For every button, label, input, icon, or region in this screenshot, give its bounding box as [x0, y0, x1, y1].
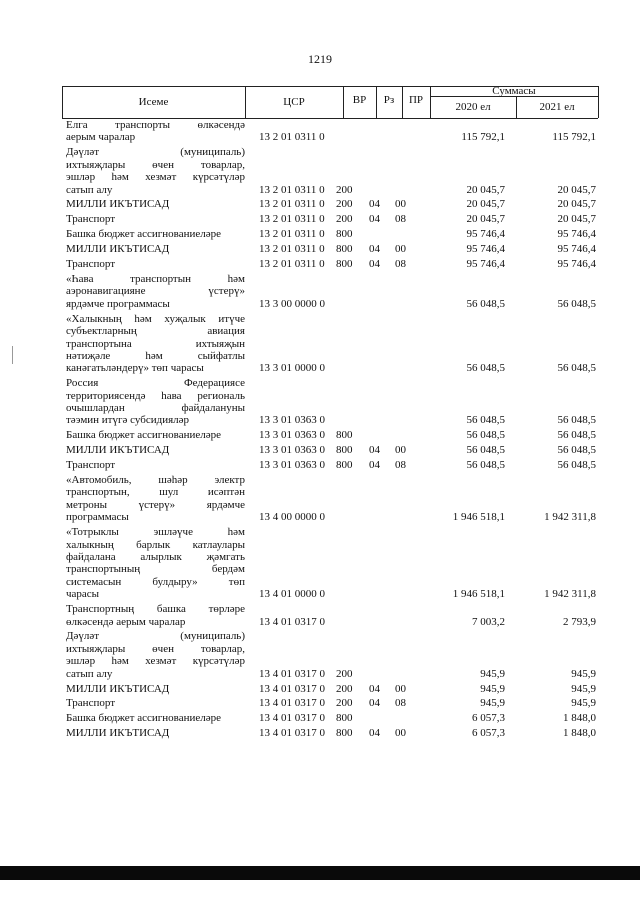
row-vr: 800	[336, 243, 353, 256]
row-vr: 200	[336, 198, 353, 211]
row-name-line: сатып алу	[66, 667, 113, 680]
row-name-line: МИЛЛИ ИКЪТИСАД	[66, 198, 170, 211]
table-row	[62, 682, 598, 697]
row-amount-2021: 20 045,7	[557, 213, 596, 226]
row-rz: 04	[369, 727, 380, 740]
row-amount-2021: 115 792,1	[552, 131, 596, 144]
row-name-line: Башка бюджет ассигнованиеләре	[66, 712, 221, 725]
row-vr: 800	[336, 444, 353, 457]
row-vr: 800	[336, 228, 353, 241]
row-rz: 04	[369, 198, 380, 211]
row-amount-2020: 56 048,5	[466, 362, 505, 375]
table-row	[62, 726, 598, 741]
header-border-right	[598, 86, 599, 118]
row-name	[62, 630, 245, 680]
row-csr-code: 13 2 01 0311 0	[259, 131, 325, 144]
row-csr-code: 13 4 01 0317 0	[259, 697, 325, 710]
row-rz: 04	[369, 682, 380, 695]
row-name-line: Дәүләт (муниципаль)	[66, 630, 245, 643]
row-amount-2020: 56 048,5	[466, 414, 505, 427]
row-pr: 00	[395, 727, 406, 740]
row-amount-2020: 56 048,5	[466, 297, 505, 310]
row-vr: 200	[336, 667, 353, 680]
row-amount-2021: 56 048,5	[557, 429, 596, 442]
row-vr: 800	[336, 429, 353, 442]
table-row	[62, 118, 598, 145]
row-name-line: Транспорт	[66, 697, 116, 710]
table-row	[62, 272, 598, 312]
table-row	[62, 428, 598, 443]
row-csr-code: 13 2 01 0311 0	[259, 243, 325, 256]
row-name	[62, 683, 245, 695]
row-vr: 800	[336, 258, 353, 271]
table-row	[62, 525, 598, 602]
row-name-line: аэронавигацияне үстерү»	[66, 285, 245, 298]
row-amount-2021: 20 045,7	[557, 198, 596, 211]
row-name-line: нәтиҗәле һәм сыйфатлы	[66, 349, 245, 362]
row-csr-code: 13 2 01 0311 0	[259, 258, 325, 271]
row-name-line: аерым чаралар	[66, 131, 136, 144]
header-pr: ПР	[408, 94, 424, 106]
row-amount-2020: 1 946 518,1	[452, 588, 505, 601]
page-number: 1219	[308, 52, 332, 66]
table-row	[62, 312, 598, 377]
row-amount-2021: 1 848,0	[563, 727, 596, 740]
row-amount-2021: 945,9	[571, 682, 596, 695]
row-csr-code: 13 3 01 0363 0	[259, 414, 325, 427]
row-csr-code: 13 4 01 0317 0	[259, 615, 325, 628]
row-pr: 08	[395, 697, 406, 710]
row-vr: 800	[336, 712, 353, 725]
row-amount-2021: 56 048,5	[557, 444, 596, 457]
row-amount-2020: 1 946 518,1	[452, 511, 505, 524]
row-csr-code: 13 2 01 0311 0	[259, 198, 325, 211]
row-amount-2020: 56 048,5	[466, 459, 505, 472]
table-row	[62, 473, 598, 525]
row-csr-code: 13 4 01 0317 0	[259, 682, 325, 695]
row-name	[62, 444, 245, 456]
row-amount-2021: 95 746,4	[557, 228, 596, 241]
row-name-line: территориясендә һава региональ	[66, 389, 245, 402]
row-amount-2020: 945,9	[480, 667, 505, 680]
row-csr-code: 13 4 01 0317 0	[259, 667, 325, 680]
header-year-2021: 2021 ел	[539, 101, 575, 113]
row-name	[62, 727, 245, 739]
table-row	[62, 443, 598, 458]
row-name-line: файдалана алырлык җәмгать	[66, 551, 245, 563]
table-row	[62, 696, 598, 711]
row-vr: 200	[336, 213, 353, 226]
row-amount-2021: 945,9	[571, 667, 596, 680]
header-year-2020: 2020 ел	[455, 101, 491, 113]
row-name-line: эшләр һәм хезмәт күрсәтүләр	[66, 655, 245, 668]
row-csr-code: 13 2 01 0311 0	[259, 228, 325, 241]
row-csr-code: 13 3 01 0363 0	[259, 444, 325, 457]
header-vr: ВР	[352, 94, 367, 106]
row-name-line: сатып алу	[66, 183, 113, 196]
table-header	[62, 86, 598, 118]
row-name-line: Транспорт	[66, 258, 116, 271]
row-name-line: «Автомобиль, шәһәр электр	[66, 474, 245, 487]
row-csr-code: 13 4 00 0000 0	[259, 511, 325, 524]
row-pr: 00	[395, 243, 406, 256]
row-pr: 08	[395, 213, 406, 226]
row-name	[62, 228, 245, 240]
row-csr-code: 13 4 01 0317 0	[259, 712, 325, 725]
row-name	[62, 526, 245, 600]
row-rz: 04	[369, 213, 380, 226]
row-amount-2020: 7 003,2	[472, 615, 505, 628]
table-row	[62, 197, 598, 212]
table-row	[62, 212, 598, 227]
table-row	[62, 711, 598, 726]
row-name-line: ихтыяҗлары өчен товарлар,	[66, 642, 245, 655]
row-name-line: МИЛЛИ ИКЪТИСАД	[66, 727, 170, 740]
budget-table	[62, 85, 598, 740]
row-amount-2021: 1 848,0	[563, 712, 596, 725]
row-name	[62, 459, 245, 471]
row-pr: 08	[395, 459, 406, 472]
scan-artifact	[12, 346, 13, 364]
row-amount-2020: 6 057,3	[472, 712, 505, 725]
row-name	[62, 243, 245, 255]
row-amount-2020: 6 057,3	[472, 727, 505, 740]
row-name-line: МИЛЛИ ИКЪТИСАД	[66, 682, 170, 695]
row-name-line: тәэмин итүгә субсидияләр	[66, 414, 190, 427]
row-name-line: Транспортның башка төрләре	[66, 603, 245, 616]
row-amount-2021: 95 746,4	[557, 258, 596, 271]
row-amount-2021: 95 746,4	[557, 243, 596, 256]
header-rz: Рз	[383, 94, 395, 106]
row-csr-code: 13 3 01 0000 0	[259, 362, 325, 375]
row-amount-2020: 115 792,1	[461, 131, 505, 144]
row-name-line: өлкәсендә аерым чаралар	[66, 615, 186, 628]
row-name-line: «Һава транспортын һәм	[66, 272, 245, 285]
header-sums: Суммасы	[492, 85, 536, 97]
row-rz: 04	[369, 258, 380, 271]
row-name-line: Транспорт	[66, 213, 116, 226]
table-body	[62, 118, 598, 741]
row-name-line: Башка бюджет ассигнованиеләре	[66, 228, 221, 241]
row-amount-2020: 56 048,5	[466, 429, 505, 442]
row-vr: 200	[336, 682, 353, 695]
row-pr: 08	[395, 258, 406, 271]
row-name-line: Транспорт	[66, 459, 116, 472]
row-amount-2021: 945,9	[571, 697, 596, 710]
row-name-line: транспортын, шул исәптән	[66, 486, 245, 499]
row-amount-2021: 56 048,5	[557, 297, 596, 310]
row-name	[62, 377, 245, 427]
row-amount-2020: 20 045,7	[466, 183, 505, 196]
row-name-line: МИЛЛИ ИКЪТИСАД	[66, 243, 170, 256]
table-row	[62, 629, 598, 681]
row-name-line: Россия Федерациясе	[66, 377, 245, 390]
table-row	[62, 602, 598, 629]
row-name	[62, 119, 245, 144]
row-vr: 200	[336, 697, 353, 710]
row-name-line: халыкның барлык катлаулары	[66, 538, 245, 551]
row-csr-code: 13 3 00 0000 0	[259, 297, 325, 310]
table-row	[62, 257, 598, 272]
row-csr-code: 13 4 01 0317 0	[259, 727, 325, 740]
row-name-line: транспортына ихтыяҗын	[66, 337, 245, 350]
row-csr-code: 13 2 01 0311 0	[259, 213, 325, 226]
row-amount-2021: 20 045,7	[557, 183, 596, 196]
table-row	[62, 145, 598, 197]
row-name-line: чарасы	[66, 588, 100, 601]
row-amount-2021: 1 942 311,8	[544, 511, 596, 524]
row-name-line: ярдәмче программасы	[66, 297, 170, 310]
row-name	[62, 258, 245, 270]
row-name-line: «Халыкның һәм хуҗалык итүче	[66, 312, 245, 325]
row-name	[62, 213, 245, 225]
row-csr-code: 13 3 01 0363 0	[259, 459, 325, 472]
row-name-line: Дәүләт (муниципаль)	[66, 146, 245, 159]
header-name: Исеме	[138, 96, 169, 108]
header-csr: ЦСР	[283, 96, 305, 108]
table-row	[62, 227, 598, 242]
row-csr-code: 13 3 01 0363 0	[259, 429, 325, 442]
row-name	[62, 198, 245, 210]
row-amount-2020: 95 746,4	[466, 243, 505, 256]
row-amount-2021: 2 793,9	[563, 615, 596, 628]
table-row	[62, 458, 598, 473]
row-vr: 800	[336, 459, 353, 472]
row-amount-2021: 56 048,5	[557, 362, 596, 375]
row-name-line: эшләр һәм хезмәт күрсәтүләр	[66, 171, 245, 184]
row-pr: 00	[395, 444, 406, 457]
row-name-line: ихтыяҗлары өчен товарлар,	[66, 158, 245, 171]
row-name	[62, 273, 245, 310]
row-name-line: очышлардан файдалануны	[66, 402, 245, 415]
row-name-line: метроны үстерү» ярдәмче	[66, 498, 245, 511]
row-name-line: «Тотрыклы эшләүче һәм	[66, 526, 245, 539]
row-name	[62, 429, 245, 441]
row-amount-2021: 56 048,5	[557, 414, 596, 427]
row-csr-code: 13 2 01 0311 0	[259, 183, 325, 196]
row-rz: 04	[369, 459, 380, 472]
row-name	[62, 712, 245, 724]
row-name	[62, 146, 245, 196]
row-csr-code: 13 4 01 0000 0	[259, 588, 325, 601]
table-row	[62, 242, 598, 257]
row-amount-2021: 1 942 311,8	[544, 588, 596, 601]
row-name	[62, 697, 245, 709]
row-amount-2020: 56 048,5	[466, 444, 505, 457]
row-name-line: транспортының бердәм	[66, 563, 245, 576]
row-name	[62, 474, 245, 524]
row-amount-2020: 20 045,7	[466, 213, 505, 226]
scan-bottom-bar	[0, 866, 640, 880]
row-name	[62, 603, 245, 628]
row-name-line: МИЛЛИ ИКЪТИСАД	[66, 444, 170, 457]
row-pr: 00	[395, 682, 406, 695]
row-amount-2020: 20 045,7	[466, 198, 505, 211]
row-rz: 04	[369, 243, 380, 256]
row-vr: 200	[336, 183, 353, 196]
row-name-line: системасын булдыру» төп	[66, 575, 245, 588]
row-amount-2020: 95 746,4	[466, 258, 505, 271]
row-amount-2020: 945,9	[480, 682, 505, 695]
row-rz: 04	[369, 697, 380, 710]
row-name-line: Башка бюджет ассигнованиеләре	[66, 429, 221, 442]
row-amount-2021: 56 048,5	[557, 459, 596, 472]
row-name-line: субъектларның авиация	[66, 325, 245, 338]
row-name	[62, 313, 245, 375]
row-vr: 800	[336, 727, 353, 740]
row-rz: 04	[369, 444, 380, 457]
row-name-line: Елга транспорты өлкәсендә	[66, 119, 245, 131]
row-name-line: программасы	[66, 511, 129, 524]
table-row	[62, 376, 598, 428]
row-amount-2020: 945,9	[480, 697, 505, 710]
row-amount-2020: 95 746,4	[466, 228, 505, 241]
row-name-line: канәгатьләндерү» төп чарасы	[66, 362, 204, 375]
row-pr: 00	[395, 198, 406, 211]
